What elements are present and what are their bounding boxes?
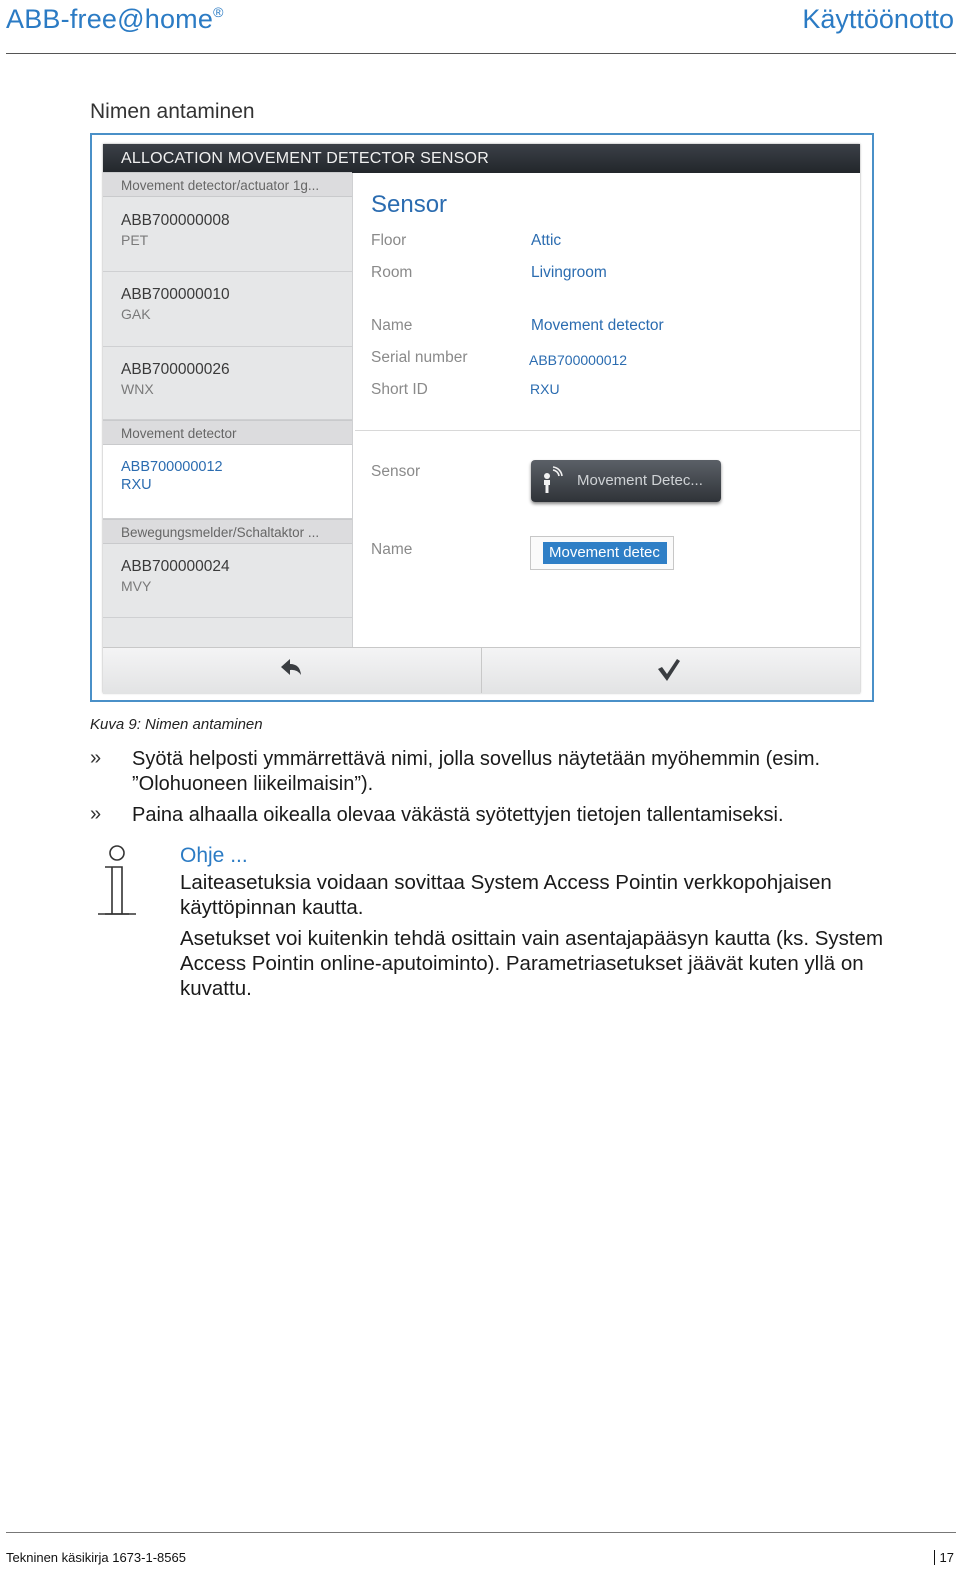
floor-label: Floor	[371, 232, 407, 249]
sensor-label: Sensor	[371, 463, 421, 480]
sensor-button-label: Movement Detec...	[577, 472, 703, 489]
room-value[interactable]: Livingroom	[531, 264, 607, 281]
name-label: Name	[371, 317, 413, 334]
device-short-id: GAK	[121, 306, 151, 322]
short-id-value: RXU	[530, 381, 560, 397]
detail-divider	[355, 430, 860, 431]
device-short-id: PET	[121, 232, 149, 248]
bullet-marker: »	[90, 747, 102, 769]
dialog-title: ALLOCATION MOVEMENT DETECTOR SENSOR	[103, 144, 860, 173]
detail-title: Sensor	[371, 191, 448, 218]
device-list	[103, 173, 353, 647]
figure-caption: Kuva 9: Nimen antaminen	[90, 716, 263, 733]
bullet-text: Syötä helposti ymmärrettävä nimi, jolla sovellus näytetään myöhemmin (esim. ”Olohuoneen liikeilmaisin”).	[132, 748, 821, 795]
header-divider	[6, 53, 956, 54]
group-header[interactable]: Movement detector/actuator 1g...	[103, 172, 352, 197]
device-serial: ABB700000024	[121, 558, 230, 575]
device-serial: ABB700000012	[121, 459, 223, 475]
list-item[interactable]	[103, 544, 352, 618]
bullet-text: Paina alhaalla oikealla olevaa väkästä syötettyjen tietojen tallentamiseksi.	[132, 804, 784, 826]
footer-divider	[6, 1532, 956, 1533]
footer-divider	[481, 647, 482, 693]
name-value: Movement detector	[531, 317, 664, 334]
short-id-label: Short ID	[371, 381, 428, 398]
list-item[interactable]	[103, 347, 352, 420]
name-input-selection: Movement detec	[543, 542, 667, 564]
device-serial: ABB700000010	[121, 286, 230, 303]
movement-sensor-icon	[539, 466, 565, 496]
room-label: Room	[371, 264, 413, 281]
list-item[interactable]	[103, 272, 352, 347]
list-item[interactable]	[103, 198, 352, 272]
device-serial: ABB700000026	[121, 361, 230, 378]
name-input[interactable]	[530, 536, 674, 570]
chapter-title: Käyttöönotto	[802, 4, 954, 34]
device-short-id: MVY	[121, 578, 152, 594]
name-input-label: Name	[371, 541, 413, 558]
device-short-id: RXU	[121, 477, 152, 493]
group-header[interactable]: Bewegungsmelder/Schaltaktor ...	[103, 519, 352, 544]
bullet-marker: »	[90, 803, 102, 825]
group-header[interactable]: Movement detector	[103, 420, 352, 445]
product-title: ABB-free@home®	[6, 4, 224, 34]
document-reference: Tekninen käsikirja 1673-1-8565	[6, 1550, 186, 1565]
note-paragraph: Asetukset voi kuitenkin tehdä osittain vain asentajapääsyn kautta (ks. System Access Pointin online-aputoiminto). Parametriasetukset jäävät kuten yllä on kuvattu.	[180, 927, 884, 1000]
device-serial: ABB700000008	[121, 212, 230, 229]
floor-value[interactable]: Attic	[531, 232, 562, 249]
list-item-selected[interactable]	[103, 445, 352, 519]
device-short-id: WNX	[121, 381, 154, 397]
note-title: Ohje ...	[180, 844, 248, 867]
section-title: Nimen antaminen	[90, 100, 255, 123]
sensor-button[interactable]	[531, 460, 721, 502]
checkmark-icon[interactable]	[648, 655, 688, 685]
page-number: 17	[934, 1550, 954, 1565]
info-icon	[95, 843, 139, 919]
serial-number-label: Serial number	[371, 349, 468, 366]
allocation-dialog	[103, 144, 860, 693]
note-paragraph: Laiteasetuksia voidaan sovittaa System Access Pointin verkkopohjaisen käyttöpinnan kautta.	[180, 871, 832, 919]
back-arrow-icon[interactable]	[271, 655, 311, 685]
serial-number-value: ABB700000012	[529, 352, 628, 368]
